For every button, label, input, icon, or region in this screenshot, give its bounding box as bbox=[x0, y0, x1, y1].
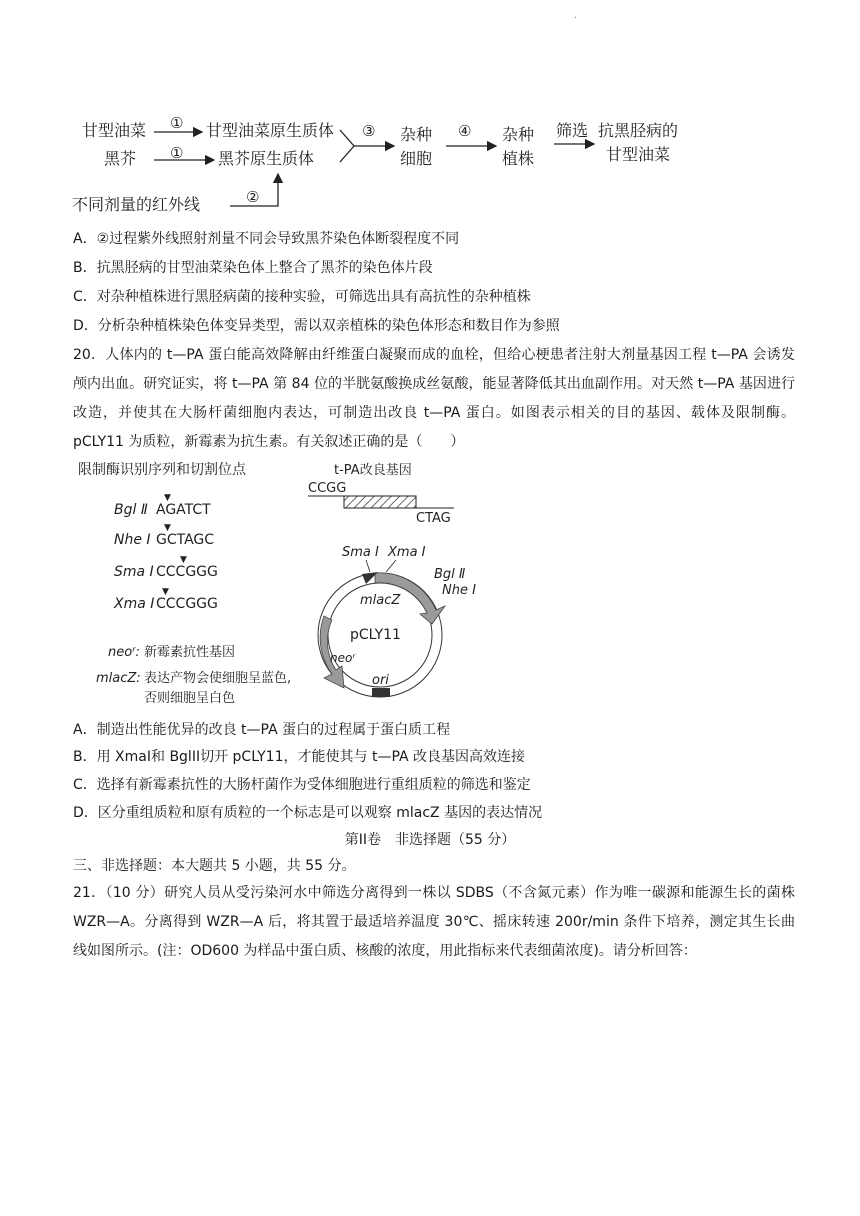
node-hybrid-cell-2: 细胞 bbox=[400, 149, 433, 168]
enzyme-bgl-name: Bgl Ⅱ bbox=[114, 502, 148, 518]
result-1: 抗黑胫病的 bbox=[598, 121, 679, 140]
node-hybrid-cell-1: 杂种 bbox=[400, 125, 433, 144]
q20-option-a: A．制造出性能优异的改良 t—PA 蛋白的过程属于蛋白质工程 bbox=[73, 722, 451, 738]
step-4: ④ bbox=[458, 122, 472, 140]
node-hybrid-plant-1: 杂种 bbox=[502, 125, 535, 144]
label-bgl: Bgl Ⅱ bbox=[434, 567, 466, 582]
q19-option-b: B．抗黑胫病的甘型油菜染色体上整合了黑芥的染色体片段 bbox=[73, 260, 433, 276]
label-nhe: Nhe Ⅰ bbox=[442, 583, 476, 598]
label-neo: neoʳ bbox=[330, 651, 356, 665]
node-hybrid-plant-2: 植株 bbox=[502, 149, 535, 168]
screen-label: 筛选 bbox=[556, 121, 589, 140]
header-mark: . bbox=[574, 10, 578, 21]
label-ori: ori bbox=[372, 673, 389, 688]
ori-segment bbox=[372, 688, 390, 697]
cut-mark-xma: ▼ bbox=[162, 587, 169, 597]
gene-left-end: CCGG bbox=[308, 481, 347, 496]
node-ganxing: 甘型油菜 bbox=[82, 121, 147, 140]
q19-option-c: C．对杂种植株进行黑胫病菌的接种实验，可筛选出具有高抗性的杂种植株 bbox=[73, 289, 531, 305]
plasmid-name: pCLY11 bbox=[350, 627, 401, 643]
cut-mark-nhe: ▼ bbox=[164, 523, 171, 533]
merge-bracket bbox=[340, 130, 354, 162]
step-3: ③ bbox=[362, 122, 376, 140]
legend-mlac-name: mlacZ: bbox=[96, 671, 141, 686]
gene-title: t-PA改良基因 bbox=[334, 463, 412, 478]
section-intro: 三、非选择题：本大题共 5 小题，共 55 分。 bbox=[73, 858, 356, 874]
fusion-flow-diagram bbox=[70, 108, 710, 220]
q21-stem: 21．（10 分）研究人员从受污染河水中筛选分离得到一株以 SDBS（不含氮元素）作为唯一碳源和能源生长的菌株 WZR—A。分离得到 WZR—A 后，将其置于最适培养温度 30℃、摇床转速 200r/min 条件下培养，测定其生长曲线如图所示。(注：OD600 为样品中蛋白质、核酸的浓度，用此指标来代表细菌浓度)。请分析回答： bbox=[73, 885, 795, 959]
enzyme-sma-seq: CCCGGG bbox=[156, 564, 218, 580]
step-1-top: ① bbox=[170, 114, 184, 132]
enzyme-xma-name: Xma Ⅰ bbox=[114, 596, 155, 612]
step-1-bottom: ① bbox=[170, 144, 184, 162]
node-ganxing-protoplast: 甘型油菜原生质体 bbox=[206, 121, 335, 140]
q20-stem: 20．人体内的 t—PA 蛋白能高效降解由纤维蛋白凝聚而成的血栓，但给心梗患者注射大剂量基因工程 t—PA 会诱发颅内出血。研究证实，将 t—PA 第 84 位的半胱氨酸换成丝氨酸，能显著降低其出血副作用。对天然 t—PA 基因进行改造，并使其在大肠杆菌细胞内表达，可制造出改良 t—PA 蛋白。如图表示相关的目的基因、载体及限制酶。pCLY11 为质粒，新霉素为抗生素。有关叙述正确的是（ ） bbox=[73, 347, 795, 450]
step-2: ② bbox=[246, 188, 260, 206]
enzyme-bgl-seq: AGATCT bbox=[156, 502, 211, 518]
cut-mark-bgl: ▼ bbox=[164, 493, 171, 503]
legend-neo-name: neoʳ: bbox=[108, 645, 140, 660]
label-xma: Xma Ⅰ bbox=[388, 545, 426, 560]
gene-hatched-region bbox=[344, 496, 416, 508]
label-sma: Sma Ⅰ bbox=[342, 545, 379, 560]
enzyme-nhe-name: Nhe Ⅰ bbox=[114, 532, 151, 548]
legend-neo-text: 新霉素抗性基因 bbox=[144, 645, 236, 660]
node-heijie-protoplast: 黑芥原生质体 bbox=[218, 149, 315, 168]
q20-option-c: C．选择有新霉素抗性的大肠杆菌作为受体细胞进行重组质粒的筛选和鉴定 bbox=[73, 777, 531, 793]
q20-option-d: D．区分重组质粒和原有质粒的一个标志是可以观察 mlacZ 基因的表达情况 bbox=[73, 805, 543, 821]
node-infrared: 不同剂量的红外线 bbox=[72, 195, 201, 214]
gene-right-end: CTAG bbox=[416, 511, 451, 526]
section-title: 第II卷 非选择题（55 分） bbox=[344, 832, 516, 848]
enzyme-title: 限制酶识别序列和切割位点 bbox=[78, 462, 246, 478]
enzyme-nhe-seq: GCTAGC bbox=[156, 532, 215, 548]
node-heijie: 黑芥 bbox=[104, 149, 137, 168]
cut-mark-sma: ▼ bbox=[180, 555, 187, 565]
legend-mlac-text-2: 否则细胞呈白色 bbox=[144, 691, 236, 706]
leader-sma bbox=[366, 560, 370, 572]
q19-option-a: A．②过程紫外线照射剂量不同会导致黑芥染色体断裂程度不同 bbox=[73, 231, 460, 247]
plasmid-figure bbox=[70, 452, 490, 714]
enzyme-sma-name: Sma Ⅰ bbox=[114, 564, 154, 580]
result-2: 甘型油菜 bbox=[606, 145, 671, 164]
legend-mlac-text-1: 表达产物会使细胞呈蓝色, bbox=[144, 671, 292, 686]
q20-option-b: B．用 XmaI和 BglII切开 pCLY11，才能使其与 t—PA 改良基因高效连接 bbox=[73, 749, 526, 765]
enzyme-xma-seq: CCCGGG bbox=[156, 596, 218, 612]
label-mlacz: mlacZ bbox=[360, 593, 401, 608]
q19-option-d: D．分析杂种植株染色体变异类型，需以双亲植株的染色体形态和数目作为参照 bbox=[73, 318, 560, 334]
leader-xma bbox=[386, 560, 396, 572]
